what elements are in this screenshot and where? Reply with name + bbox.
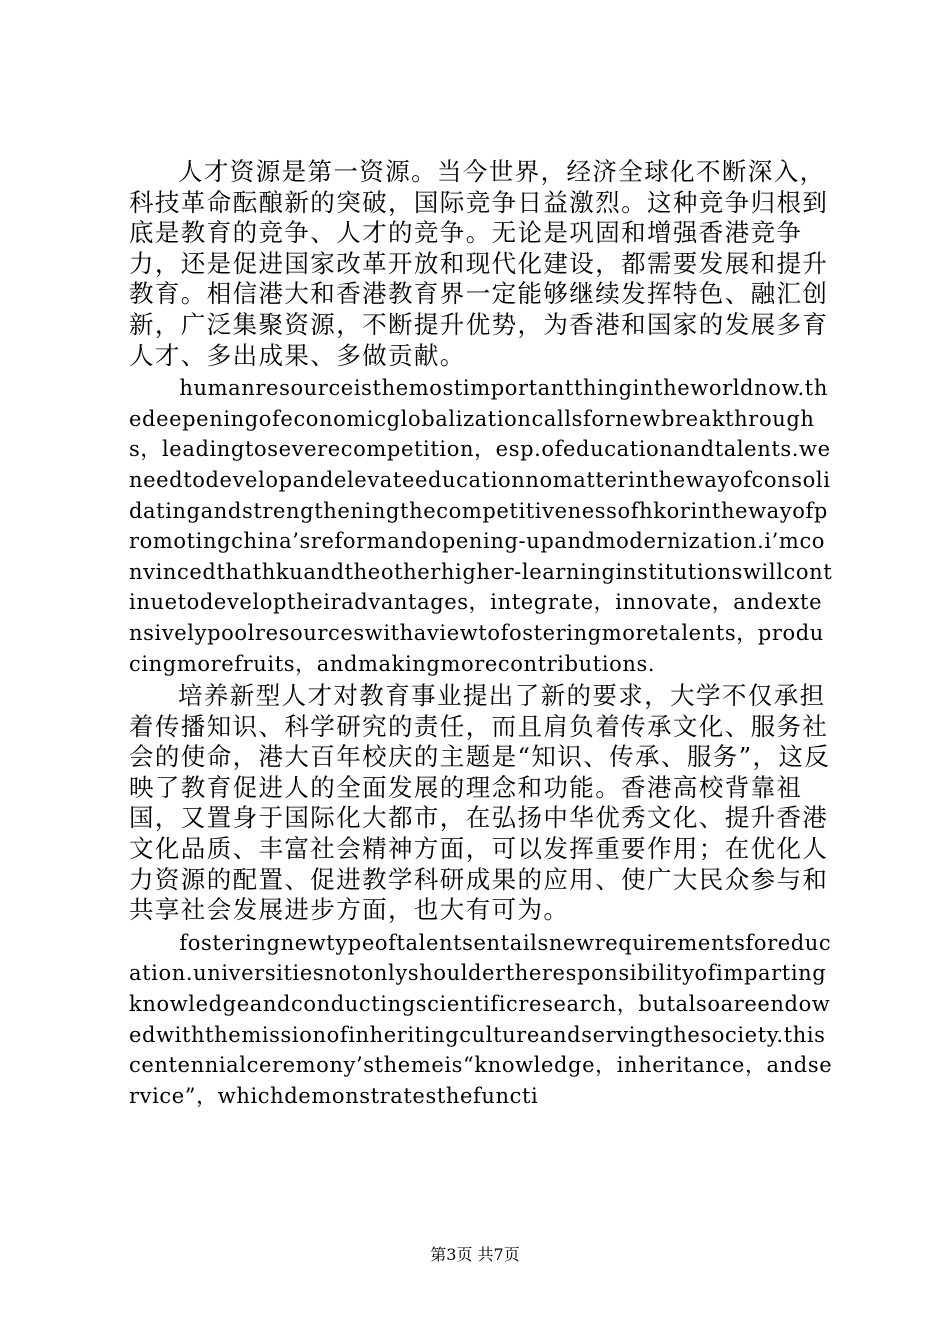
document-body: [129, 155, 834, 1111]
page-footer: 第3页 共7页: [430, 1245, 520, 1264]
paragraph-zh-1: 人才资源是第一资源。当今世界，经济全球化不断深入，科技革命酝酿新的突破，国际竞争日益激烈。这种竞争归根到底是教育的竞争、人才的竞争。无论是巩固和增强香港竞争力，还是促进国家改革开放和现代化建设，都需要发展和提升教育。相信港大和香港教育界一定能够继续发挥特色、融汇创新，广泛集聚资源，不断提升优势，为香港和国家的发展多育人才、多出成果、多做贡献。: [129, 157, 829, 370]
paragraph-zh-2: 培养新型人才对教育事业提出了新的要求，大学不仅承担着传播知识、科学研究的责任，而且肩负着传承文化、服务社会的使命，港大百年校庆的主题是“知识、传承、服务”，这反映了教育促进人的全面发展的理念和功能。香港高校背靠祖国，又置身于国际化大都市，在弘扬中华优秀文化、提升香港文化品质、丰富社会精神方面，可以发挥重要作用；在优化人力资源的配置、促进教学科研成果的应用、使广大民众参与和共享社会发展进步方面，也大有可为。: [129, 681, 831, 925]
paragraph-en-2: fosteringnewtypeoftalentsentailsnewrequirementsforeducation.universitiesnotonlyshouldertheresponsibilityofimpartingknowledgeandconductingscientificresearch，butalsoareendowedwiththemissionofinheritingcultureandservingthesociety.thiscentennialceremony’sthemeis“knowledge，inheritance，andservice”，whichdemonstratesthefuncti: [129, 930, 833, 1108]
paragraph-en-1: humanresourceisthemostimportantthingintheworldnow.thedeepeningofeconomicglobalizationcallsfornewbreakthroughs，leadingtoseverecompetition，esp.ofeducationandtalents.weneedtodevelopandelevateeducationnomatterinthewayofconsolidatingandstrengtheningthecompetitivenessofhkorinthewayofpromotingchina’sreformandopening-upandmodernization.i’mconvincedthathkuandtheotherhigher-learninginstitutionswillcontinuetodeveloptheiradvantages，integrate，innovate，andextensivelypoolresourceswithaviewtofosteringmoretalents，producingmorefruits，andmakingmorecontributions.: [129, 376, 833, 676]
